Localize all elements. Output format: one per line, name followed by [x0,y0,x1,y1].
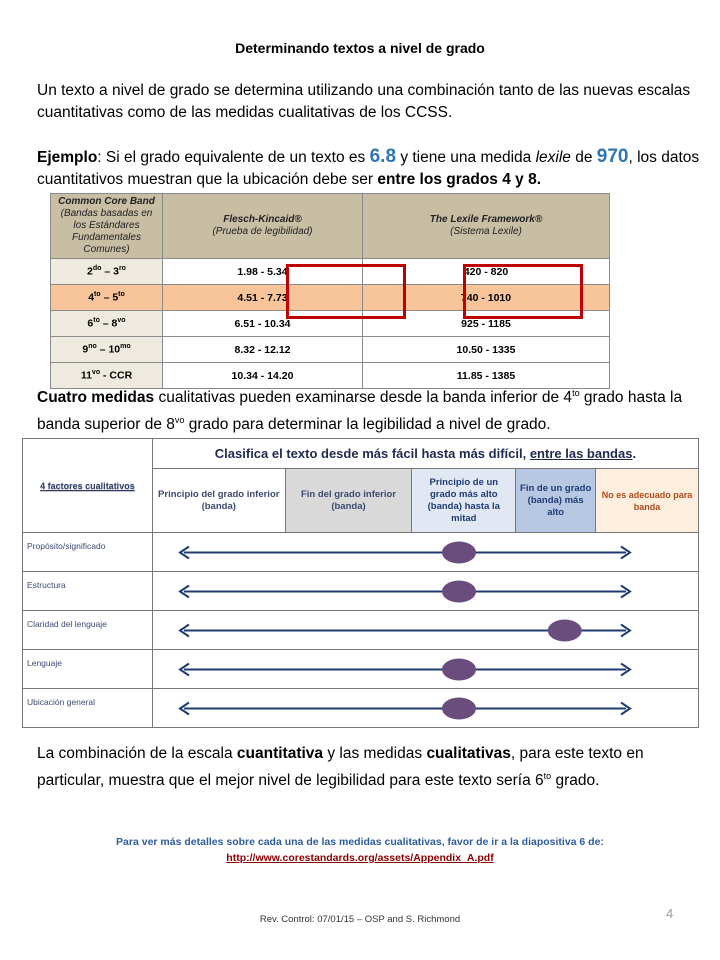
band-header-lower-start: Principio del grado inferior (banda) [152,469,285,533]
header-title: Common Core Band [58,196,155,207]
band-number: – 5 [100,291,119,304]
factor-row [23,533,699,572]
qual-header-row [23,439,699,469]
conclusion-text: y las medidas [323,745,427,762]
page-title: Determinando textos a nivel de grado [235,40,485,56]
rank-header-text: Clasifica el texto desde más fácil hasta más difícil, [214,446,530,461]
example-text: , los datos cuantitativos muestran que la ubicación debe ser [37,149,700,188]
header-title: The Lexile Framework® [429,214,543,225]
ordinal-suffix: to [572,388,580,398]
lexile-word: lexile [535,149,571,166]
qual-intro-text: grado para determinar la legibilidad a nivel de grado. [184,416,551,434]
rating-marker [442,659,476,681]
ordinal-suffix: ro [118,265,126,273]
example-conclusion: entre los grados 4 y 8. [377,171,542,188]
header-common-core-band [51,194,163,259]
footnote [0,834,720,866]
scale-arrow-graphic [153,689,700,728]
ordinal-suffix: to [94,291,101,299]
grade-band-cell [51,337,163,363]
lexile-cell: 420 - 820 [363,259,610,285]
ordinal-suffix: no [88,343,97,351]
band-number: 6 [87,317,94,330]
band-number: – 3 [101,265,119,278]
highlight-box-lexile [463,264,583,319]
ordinal-suffix: to [543,771,552,781]
flesch-kincaid-value: 6.8 [369,146,397,167]
flesch-kincaid-cell: 6.51 - 10.34 [163,311,363,337]
rank-header-underlined: entre las bandas [529,446,633,461]
factor-scale [152,572,698,611]
scale-arrow-graphic [153,533,700,572]
highlight-box-flesch-kincaid [286,264,406,319]
qualitative-intro-paragraph [37,382,707,436]
factor-scale [152,689,698,728]
intro-paragraph: Un texto a nivel de grado se determina utilizando una combinación tanto de las nuevas escalas cuantitativas como de las medidas cualitativas de los CCSS. [37,82,691,121]
flesch-kincaid-cell: 10.34 - 14.20 [163,363,363,389]
factor-row [23,572,699,611]
band-header-lower-end: Fin del grado inferior (banda) [285,469,412,533]
scale-arrow-graphic [153,650,700,689]
header-lexile [363,194,610,259]
band-number: 4 [88,291,95,304]
factor-scale [152,533,698,572]
qual-intro-text: cualitativas pueden examinarse desde la banda inferior de 4 [154,389,573,407]
ordinal-suffix: to [118,291,125,299]
factors-header: 4 factores cualitativos [23,439,153,533]
band-header-higher-end: Fin de un grado (banda) más alto [516,469,596,533]
factor-row [23,611,699,650]
header-title: Flesch-Kincaid® [223,214,302,225]
ordinal-suffix: do [92,265,102,273]
header-subtitle: (Sistema Lexile) [450,226,522,237]
band-header-higher-start: Principio de un grado más alto (banda) hasta la mitad [412,469,516,533]
header-flesch-kincaid [163,194,363,259]
ordinal-suffix: vo [91,369,101,377]
lexile-cell: 925 - 1185 [363,311,610,337]
band-header-not-suitable: No es adecuado para banda [596,469,699,533]
band-number: 9 [82,343,89,356]
conclusion-text: La combinación de la escala [37,745,237,762]
example-text: y tiene una medida [396,149,536,166]
qual-intro-text: grado hasta la banda superior de 8 [37,389,683,434]
lexile-cell: 11.85 - 1385 [363,363,610,389]
band-number: – 10 [96,343,121,356]
conclusion-paragraph [37,743,707,792]
example-text: de [570,149,597,166]
flesch-kincaid-cell: 4.51 - 7.73 [163,285,363,311]
factor-label: Ubicación general [23,689,153,728]
page-number: 4 [666,906,674,921]
factor-label: Estructura [23,572,153,611]
conclusion-text: grado. [551,772,600,790]
conclusion-text: , para este texto en particular, muestra que el mejor nivel de legibilidad para este texto sería 6 [37,745,644,790]
grade-band-cell [51,311,163,337]
example-paragraph [37,146,707,191]
lexile-cell: 740 - 1010 [363,285,610,311]
factor-label: Propósito/significado [23,533,153,572]
grade-table-header-row [51,194,610,259]
footnote-text: Para ver más detalles sobre cada una de las medidas cualitativas, favor de ir a la diapositiva 6 de: [116,836,604,848]
factor-label: Claridad del lenguaje [23,611,153,650]
lexile-cell: 10.50 - 1335 [363,337,610,363]
example-label: Ejemplo [37,149,98,166]
example-text: : Si el grado equivalente de un texto es [97,149,370,166]
lexile-value: 970 [596,146,629,167]
scale-arrow-graphic [153,572,700,611]
grade-table-row [51,337,610,363]
band-number: 11 [80,369,92,382]
grade-band-cell [51,285,163,311]
ordinal-suffix: to [93,317,100,325]
rank-header [152,439,698,469]
qualitative-factors-table [22,438,699,728]
qual-intro-bold: Cuatro medidas [37,389,155,407]
rank-header-text: . [632,446,637,461]
ordinal-suffix: vo [117,317,126,325]
header-subtitle: (Bandas basadas en los Estándares Fundamentales Comunes) [60,208,153,255]
flesch-kincaid-cell: 1.98 - 5.34 [163,259,363,285]
rating-marker [442,581,476,603]
grade-band-cell [51,259,163,285]
factor-label: Lenguaje [23,650,153,689]
conclusion-bold: cuantitativa [236,745,324,762]
ordinal-suffix: mo [120,343,131,351]
appendix-link[interactable]: http://www.corestandards.org/assets/Appendix_A.pdf [226,852,494,864]
band-number: - CCR [100,369,133,382]
ordinal-suffix: vo [174,415,185,426]
factor-scale [152,611,698,650]
flesch-kincaid-cell: 8.32 - 12.12 [163,337,363,363]
factor-scale [152,650,698,689]
factor-row [23,650,699,689]
factor-row [23,689,699,728]
revision-control: Rev. Control: 07/01/15 – OSP and S. Richmond [259,914,461,925]
conclusion-bold: cualitativas [426,745,511,762]
rating-marker [548,620,582,642]
scale-arrow-graphic [153,611,700,650]
header-subtitle: (Prueba de legibilidad) [212,226,313,237]
rating-marker [442,542,476,564]
band-number: 2 [87,265,93,278]
band-number: – 8 [99,317,118,330]
rating-marker [442,698,476,720]
